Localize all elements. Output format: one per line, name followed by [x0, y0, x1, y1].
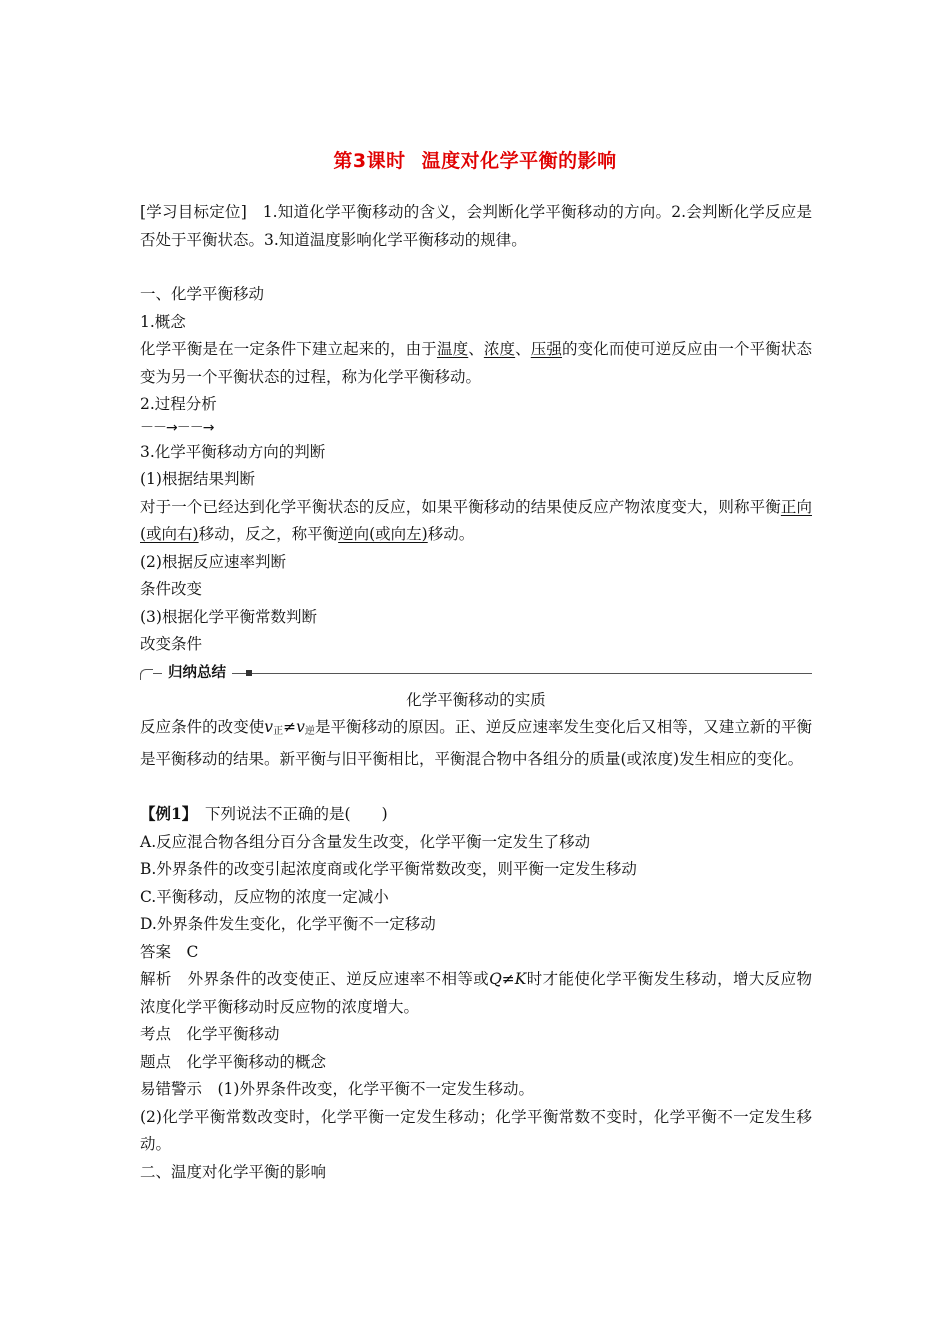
- separator: 、: [515, 340, 531, 358]
- analysis-text: 解析 外界条件的改变使正、逆反应速率不相等或: [140, 970, 490, 988]
- summary-text: 是平衡移动的原因。正、逆反应速率发生变化后又相等，又建立新的平衡是平衡移动的结果。新平衡与旧平衡相比，平衡混合物中各组分的质量(或浓度)发生相应的变化。: [140, 718, 813, 768]
- analysis-text: 时才能使化学平衡发生移动，增大反应物浓度化学平衡移动时反应物的浓度增大。: [140, 970, 812, 1016]
- option-d: D.外界条件发生变化，化学平衡不一定移动: [140, 915, 436, 933]
- keyword-concentration: 浓度: [483, 340, 516, 358]
- result-text: 对于一个已经达到化学平衡状态的反应，如果平衡移动的结果使反应产物浓度变大，则称平衡: [140, 497, 781, 516]
- keyword-temperature: 温度: [436, 340, 469, 358]
- warning-2: (2)化学平衡常数改变时，化学平衡一定发生移动；化学平衡常数不变时，化学平衡不一定发生移动。: [140, 1107, 812, 1153]
- constant-text: 改变条件: [140, 635, 203, 653]
- option-c: C.平衡移动，反应物的浓度一定减小: [140, 887, 389, 906]
- learning-objectives: [学习目标定位] 1.知道化学平衡移动的含义，会判断化学平衡移动的方向。2.会判断化学反应是否处于平衡状态。3.知道温度影响化学平衡移动的规律。: [140, 203, 812, 249]
- k-symbol: K: [514, 970, 527, 988]
- summary-title: 化学平衡移动的实质: [406, 690, 546, 709]
- subscript-forward: 正: [273, 726, 284, 737]
- subscript-reverse: 逆: [304, 726, 315, 737]
- concept-text: 的变化而使可逆反应由一个平衡状态变为另一个平衡状态的过程，称为化学平衡移动。: [140, 340, 812, 386]
- separator: 、: [468, 340, 484, 358]
- answer: 答案 C: [140, 942, 199, 961]
- velocity-symbol: v: [296, 718, 305, 736]
- section1-heading: 一、化学平衡移动: [140, 285, 265, 303]
- question-point: 题点 化学平衡移动的概念: [140, 1052, 327, 1071]
- concept-text: 化学平衡是在一定条件下建立起来的，由于: [140, 340, 437, 358]
- question-text: 下列说法不正确的是( ): [189, 805, 388, 823]
- example-tag: 【例1】: [140, 804, 190, 823]
- result-text: 移动，反之，称平衡: [198, 525, 339, 543]
- section2-heading: 二、温度对化学平衡的影响: [140, 1162, 327, 1181]
- summary-text: 反应条件的改变使: [140, 718, 265, 736]
- summary-banner: [140, 661, 812, 687]
- page-title: [0, 146, 950, 173]
- option-b: B.外界条件的改变引起浓度商或化学平衡常数改变，则平衡一定发生移动: [140, 860, 637, 878]
- document-body: [140, 199, 812, 1186]
- rate-heading: (2)根据反应速率判断: [140, 552, 286, 571]
- example1-question: [140, 800, 812, 829]
- direction-heading: 3.化学平衡移动方向的判断: [140, 442, 326, 461]
- process-arrows: －－→－－→: [140, 419, 214, 436]
- summary-paragraph: [140, 714, 812, 773]
- square-bullet-icon: [246, 670, 252, 676]
- rate-text: 条件改变: [140, 580, 203, 598]
- result-heading: (1)根据结果判断: [140, 470, 255, 488]
- lesson-number: 第3课时: [333, 150, 406, 172]
- constant-heading: (3)根据化学平衡常数判断: [140, 607, 317, 626]
- exam-point: 考点 化学平衡移动: [140, 1025, 280, 1043]
- result-text: 移动。: [427, 525, 475, 543]
- analysis: [140, 966, 812, 1021]
- warning-1: 易错警示 (1)外界条件改变，化学平衡不一定发生移动。: [140, 1080, 534, 1098]
- summary-label: 归纳总结: [162, 661, 232, 685]
- process-heading: 2.过程分析: [140, 395, 217, 413]
- option-a: A.反应混合物各组分百分含量发生改变，化学平衡一定发生了移动: [140, 832, 591, 851]
- concept-heading: 1.概念: [140, 312, 186, 331]
- lesson-title: 温度对化学平衡的影响: [421, 150, 617, 172]
- keyword-pressure: 压强: [530, 340, 563, 358]
- q-symbol: Q: [489, 970, 502, 988]
- keyword-reverse: 逆向(或向左): [338, 525, 428, 543]
- keyword-forward: 正向(或向右): [140, 497, 812, 543]
- velocity-symbol: v: [264, 718, 274, 736]
- concept-paragraph: [140, 336, 812, 391]
- not-equal-symbol: ≠: [283, 718, 297, 736]
- result-paragraph: [140, 494, 812, 549]
- not-equal-symbol: ≠: [501, 970, 515, 988]
